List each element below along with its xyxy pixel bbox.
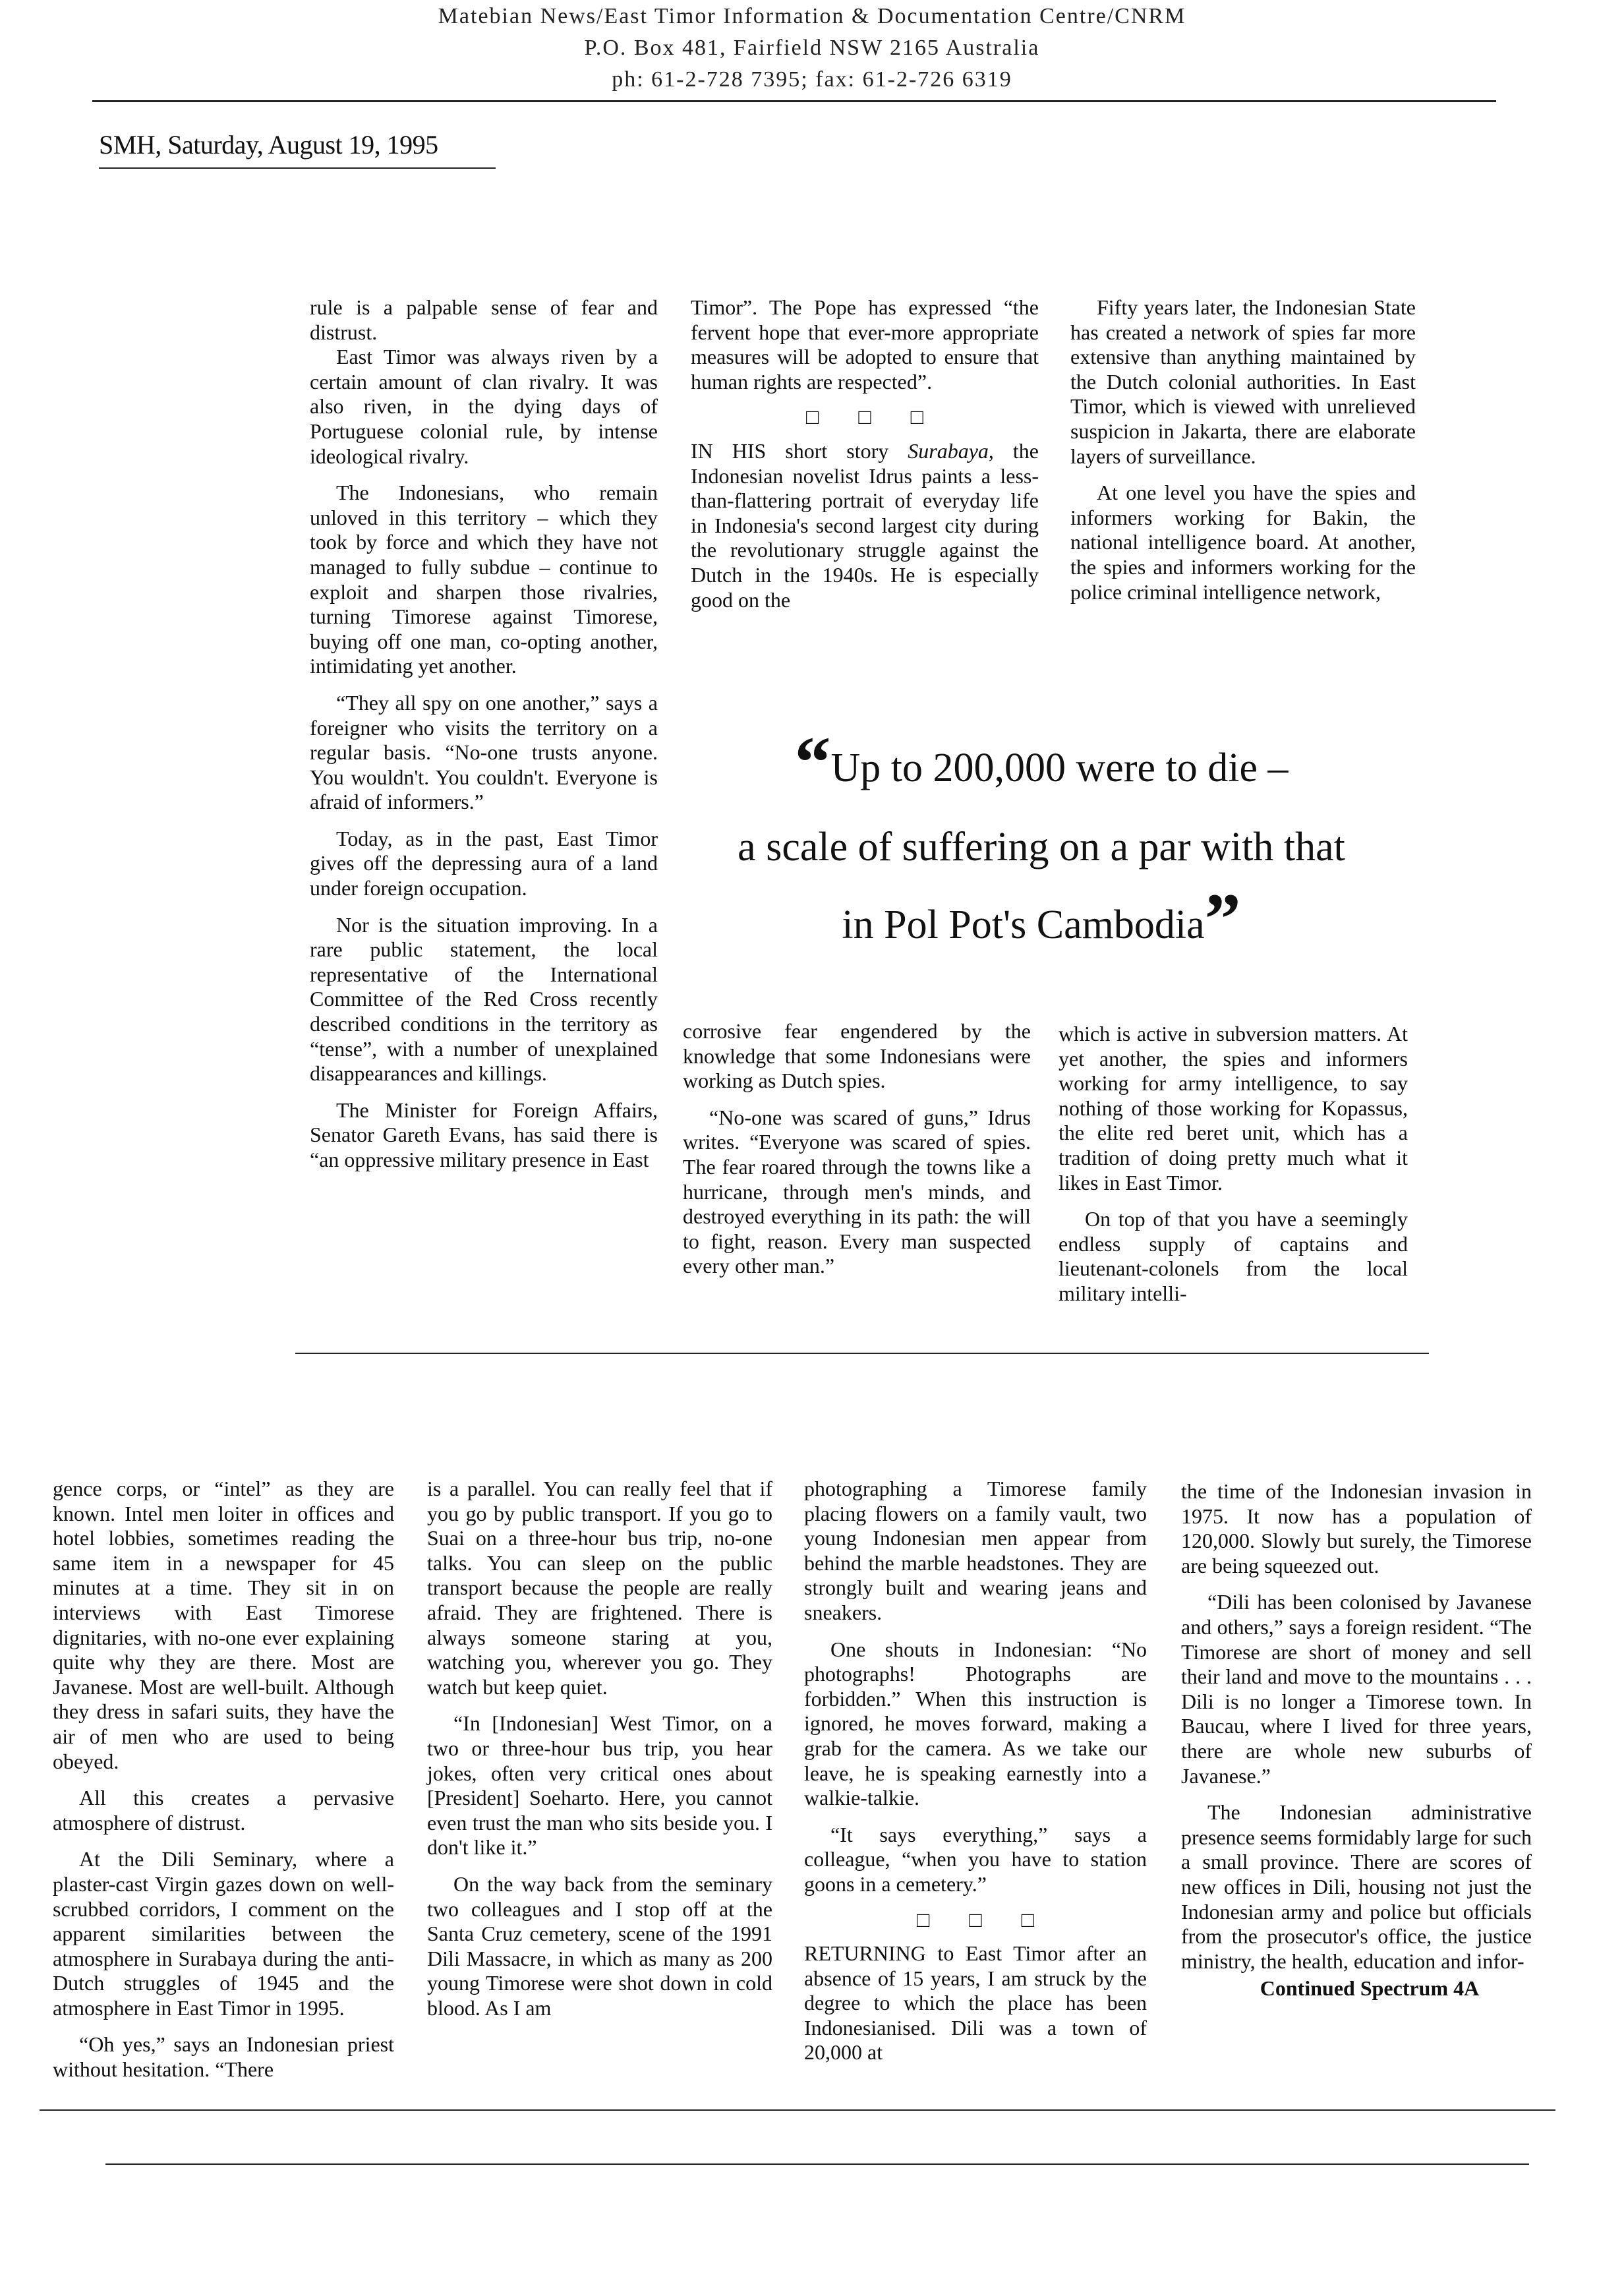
paragraph: Nor is the situation improving. In a rare public statement, the local representative of the International Committee of the Red Cross recently described conditions in the territory as “tense”, with a number of unexplained disappearances and killings. (310, 912, 658, 1086)
paragraph: All this creates a pervasive atmosphere of distrust. (53, 1786, 394, 1835)
lower-column-2 (427, 1477, 772, 2020)
section-separator: □ □ □ (917, 1907, 1051, 1931)
paragraph: The Indonesians, who remain unloved in this territory – which they took by force and which they have not managed to fully subdue – continue to exploit and sharpen those rivalries, turning Timorese against Timorese, buying off one man, co-opting another, intimidating yet another. (310, 481, 658, 678)
paragraph: “Dili has been colonised by Javanese and others,” says a foreign resident. “The Timorese are short of money and sell their land and move to the mountains . . . Dili is no longer a Timorese town. In Baucau, where I lived for three years, there are whole new suburbs of Javanese.” (1181, 1590, 1532, 1788)
section-separator: □ □ □ (806, 405, 941, 429)
paragraph: “No-one was scared of guns,” Idrus writes. “Everyone was scared of spies. The fear roared through the towns like a hurricane, through men's minds, and destroyed everything in its path: the will to fight, reason. Every man suspected every other man.” (683, 1105, 1031, 1278)
masthead-date: SMH, Saturday, August 19, 1995 (99, 130, 438, 160)
masthead-underline (99, 167, 496, 169)
paragraph: which is active in subversion matters. At yet another, the spies and informers working for army intelligence, to say nothing of those working for Kopassus, the elite red beret unit, which has a tradition of doing pretty much what it likes in East Timor. (1058, 1022, 1408, 1194)
paragraph: is a parallel. You can really feel that if you go by public transport. If you go to Suai on a three-hour bus trip, no-one talks. You can sleep on the public transport because the people are really afraid. They are frightened. There is always someone staring at you, watching you, wherever you go. They watch but keep quiet. (427, 1477, 772, 1699)
close-quote-mark: ” (1204, 879, 1241, 959)
pull-quote-text: in Pol Pot's Cambodia (842, 902, 1205, 947)
open-quote-mark: “ (794, 722, 831, 802)
footer-rule-2 (105, 2163, 1529, 2165)
paragraph: East Timor was always riven by a certain amount of clan rivalry. It was also riven, in the dying days of Portuguese colonial rule, by intense ideological rivalry. (310, 345, 658, 468)
paragraph: RETURNING to East Timor after an absence of 15 years, I am struck by the degree to which the place has been Indonesianised. Dili was a town of 20,000 at (804, 1941, 1147, 2065)
story-lead: IN HIS short story (691, 438, 908, 463)
paragraph: Timor”. The Pope has expressed “the fervent hope that ever-more appropriate measures will be adopted to ensure that human rights are respected”. (691, 295, 1039, 394)
paragraph: On the way back from the seminary two colleagues and I stop off at the Santa Cruz cemetery, scene of the 1991 Dili Massacre, in which as many as 200 young Timorese were shot down in cold blood. As I am (427, 1871, 772, 2020)
pull-quote-line-1 (672, 722, 1410, 802)
upper-column-2-bottom (683, 1019, 1031, 1279)
letterhead-line-3: ph: 61-2-728 7395; fax: 61-2-726 6319 (612, 67, 1012, 92)
paragraph: the time of the Indonesian invasion in 1975. It now has a population of 120,000. Slowly but surely, the Timorese are being squeezed out. (1181, 1479, 1532, 1577)
footer-rule-1 (40, 2109, 1555, 2111)
paragraph: “They all spy on one another,” says a foreigner who visits the territory on a regular basis. “No-one trusts anyone. You wouldn't. You couldn't. Everyone is afraid of informers.” (310, 690, 658, 814)
upper-column-3-top (1070, 295, 1416, 604)
upper-column-2-top (691, 295, 1039, 612)
paragraph: rule is a palpable sense of fear and distrust. (310, 295, 658, 344)
paragraph: “In [Indonesian] West Timor, on a two or three-hour bus trip, you hear jokes, often very critical ones about [President] Soeharto. Here, you cannot even trust the man who sits beside you. I don't like it.” (427, 1711, 772, 1860)
upper-column-1 (310, 295, 658, 1173)
paragraph: On top of that you have a seemingly endless supply of captains and lieutenant-colonels from the local military intelli- (1058, 1207, 1408, 1305)
paragraph: gence corps, or “intel” as they are known. Intel men loiter in offices and hotel lobbies, sometimes reading the same item in a newspaper for 45 minutes at a time. They sit in on interviews with East Timorese dignitaries, with no-one ever explaining quite why they are there. Most are Javanese. Most are well-built. Although they dress in safari suits, they have the air of men who are used to being obeyed. (53, 1477, 394, 1773)
pull-quote-line-3 (672, 879, 1410, 959)
pull-quote-line-2: a scale of suffering on a par with that (738, 825, 1345, 869)
story-rest: , the Indonesian novelist Idrus paints a less-than-flattering portrait of everyday life in Indonesia's second largest city during the revolutionary struggle against the Dutch in the 1940s. He is especially good on the (691, 438, 1039, 612)
lower-column-4 (1181, 1479, 1532, 2001)
lower-column-3 (804, 1477, 1147, 2065)
paragraph: The Minister for Foreign Affairs, Senator Gareth Evans, has said there is “an oppressive military presence in East (310, 1098, 658, 1171)
continued-note: Continued Spectrum 4A (1260, 1976, 1480, 2001)
upper-column-3-bottom (1058, 1022, 1408, 1307)
lower-column-1 (53, 1477, 394, 2082)
paragraph: corrosive fear engendered by the knowledge that some Indonesians were working as Dutch spies. (683, 1019, 1031, 1093)
letterhead-rule (92, 100, 1496, 102)
paragraph: Today, as in the past, East Timor gives off the depressing aura of a land under foreign occupation. (310, 826, 658, 900)
letterhead-line-1: Matebian News/East Timor Information & Documentation Centre/CNRM (438, 4, 1186, 28)
paragraph (691, 439, 1039, 612)
paragraph: One shouts in Indonesian: “No photographs! Photographs are forbidden.” When this instruction is ignored, he moves forward, making a grab for the camera. As we take our leave, he is speaking earnestly into a walkie-talkie. (804, 1637, 1147, 1810)
paragraph: At the Dili Seminary, where a plaster-cast Virgin gazes down on well-scrubbed corridors, I comment on the apparent similarities between the atmosphere in Surabaya during the anti-Dutch struggles of 1945 and the atmosphere in East Timor in 1995. (53, 1847, 394, 2020)
paragraph: The Indonesian administrative presence seems formidably large for such a small province. There are scores of new offices in Dili, housing not just the Indonesian army and police but officials from the prosecutor's office, the justice ministry, the health, education and infor- (1181, 1800, 1532, 1973)
article-divider (295, 1353, 1429, 1354)
paragraph: “It says everything,” says a colleague, “when you have to station goons in a cemetery.” (804, 1822, 1147, 1896)
paragraph: At one level you have the spies and informers working for Bakin, the national intelligence board. At another, the spies and informers working for the police criminal intelligence network, (1070, 481, 1416, 604)
letterhead-line-2: P.O. Box 481, Fairfield NSW 2165 Australia (584, 36, 1040, 60)
story-title: Surabaya (908, 438, 989, 463)
paragraph: photographing a Timorese family placing flowers on a family vault, two young Indonesian men appear from behind the marble headstones. They are strongly built and wearing jeans and sneakers. (804, 1477, 1147, 1624)
paragraph: “Oh yes,” says an Indonesian priest without hesitation. “There (53, 2032, 394, 2082)
pull-quote-text: Up to 200,000 were to die – (830, 746, 1289, 790)
paragraph: Fifty years later, the Indonesian State has created a network of spies far more extensive than anything maintained by the Dutch colonial authorities. In East Timor, which is viewed with unrelieved suspicion in Jakarta, there are elaborate layers of surveillance. (1070, 295, 1416, 468)
